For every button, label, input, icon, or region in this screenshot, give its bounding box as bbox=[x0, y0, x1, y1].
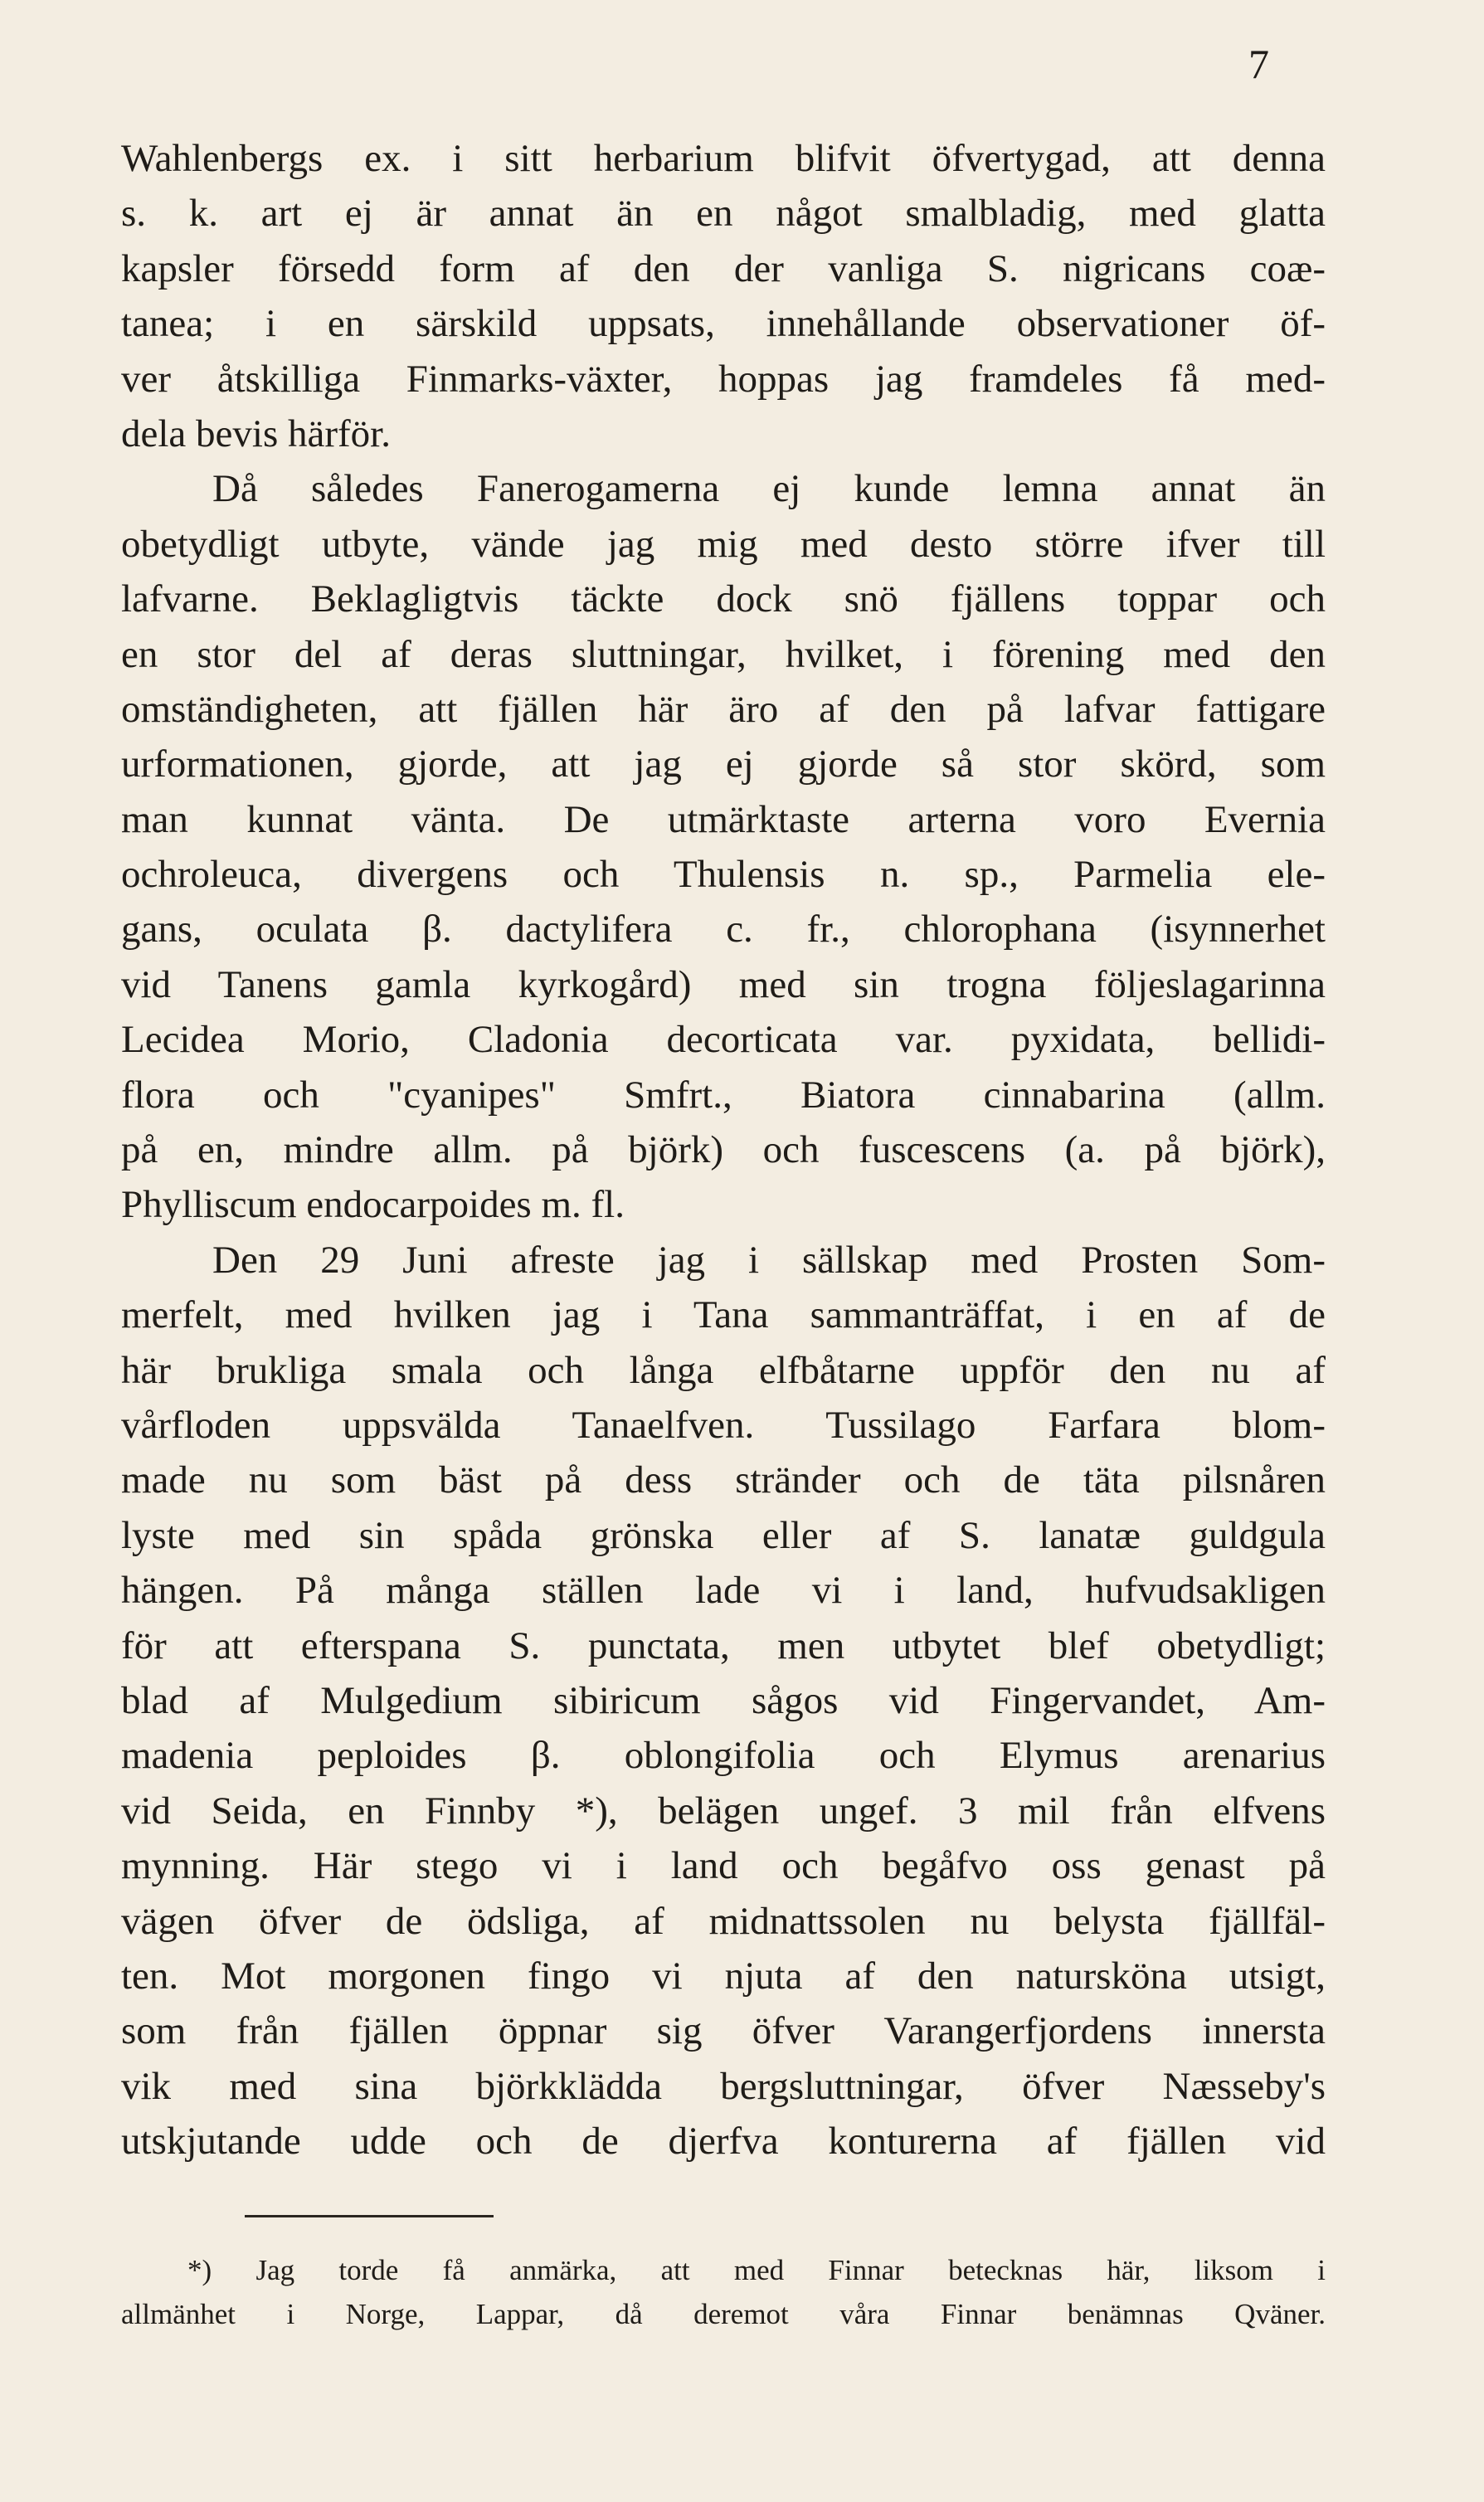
text-line: ochroleuca, divergens och Thulensis n. sp., Parmelia ele- bbox=[121, 853, 1326, 897]
text-line: kapsler försedd form af den der vanliga S. nigricans coæ- bbox=[121, 246, 1326, 290]
text-line: Då således Fanerogamerna ej kunde lemna annat än bbox=[212, 467, 1326, 511]
footnote-line: *) Jag torde få anmärka, att med Finnar betecknas här, liksom i bbox=[187, 2254, 1326, 2286]
text-line: utskjutande udde och de djerfva konturerna af fjällen vid bbox=[121, 2120, 1326, 2164]
text-line: tanea; i en särskild uppsats, innehållande observationer öf- bbox=[121, 302, 1326, 346]
text-line: omständigheten, att fjällen här äro af den på lafvar fattigare bbox=[121, 687, 1326, 731]
text-line: man kunnat vänta. De utmärktaste arterna voro Evernia bbox=[121, 797, 1326, 841]
body-text bbox=[121, 131, 1326, 2169]
text-line: Lecidea Morio, Cladonia decorticata var. pyxidata, bellidi- bbox=[121, 1018, 1326, 1062]
text-line: ten. Mot morgonen fingo vi njuta af den natursköna utsigt, bbox=[121, 1954, 1326, 1998]
text-line: Phylliscum endocarpoides m. fl. bbox=[121, 1183, 625, 1227]
text-line: hängen. På många ställen lade vi i land, hufvudsakligen bbox=[121, 1569, 1326, 1613]
text-line: urformationen, gjorde, att jag ej gjorde så stor skörd, som bbox=[121, 742, 1326, 786]
text-line: Den 29 Juni afreste jag i sällskap med Prosten Som- bbox=[212, 1238, 1326, 1282]
text-line: vik med sina björkklädda bergsluttningar, öfver Næsseby's bbox=[121, 2064, 1326, 2108]
text-line: ver åtskilliga Finmarks-växter, hoppas jag framdeles få med- bbox=[121, 357, 1326, 401]
footnote bbox=[121, 2248, 1326, 2336]
footnote-divider bbox=[245, 2215, 494, 2217]
text-line: Wahlenbergs ex. i sitt herbarium blifvit öfvertygad, att denna bbox=[121, 137, 1326, 180]
footnote-line: allmänhet i Norge, Lappar, då deremot våra Finnar benämnas Qväner. bbox=[121, 2298, 1326, 2330]
text-line: mynning. Här stego vi i land och begåfvo oss genast på bbox=[121, 1844, 1326, 1888]
text-line: vägen öfver de ödsliga, af midnattssolen nu belysta fjällfäl- bbox=[121, 1899, 1326, 1943]
text-line: för att efterspana S. punctata, men utbytet blef obetydligt; bbox=[121, 1623, 1326, 1667]
text-line: blad af Mulgedium sibiricum sågos vid Fingervandet, Am- bbox=[121, 1678, 1326, 1722]
text-line: vid Seida, en Finnby *), belägen ungef. 3 mil från elfvens bbox=[121, 1789, 1326, 1833]
text-line: vårfloden uppsvälda Tanaelfven. Tussilago Farfara blom- bbox=[121, 1403, 1326, 1447]
text-line: en stor del af deras sluttningar, hvilket, i förening med den bbox=[121, 632, 1326, 676]
text-line: s. k. art ej är annat än en något smalbladig, med glatta bbox=[121, 192, 1326, 236]
text-line: lafvarne. Beklagligtvis täckte dock snö fjällens toppar och bbox=[121, 577, 1326, 621]
page-number: 7 bbox=[1248, 41, 1269, 87]
text-line: madenia peploides β. oblongifolia och Elymus arenarius bbox=[121, 1734, 1326, 1778]
text-line: vid Tanens gamla kyrkogård) med sin trogna följeslagarinna bbox=[121, 962, 1326, 1006]
text-line: här brukliga smala och långa elfbåtarne uppför den nu af bbox=[121, 1348, 1326, 1392]
text-line: obetydligt utbyte, vände jag mig med desto större ifver till bbox=[121, 522, 1326, 566]
text-line: dela bevis härför. bbox=[121, 411, 391, 455]
text-line: gans, oculata β. dactylifera c. fr., chlorophana (isynnerhet bbox=[121, 908, 1326, 952]
text-line: flora och "cyanipes" Smfrt., Biatora cinnabarina (allm. bbox=[121, 1073, 1326, 1117]
text-line: på en, mindre allm. på björk) och fuscescens (a. på björk), bbox=[121, 1128, 1326, 1172]
text-line: som från fjällen öppnar sig öfver Varangerfjordens innersta bbox=[121, 2009, 1326, 2053]
text-line: made nu som bäst på dess stränder och de täta pilsnåren bbox=[121, 1458, 1326, 1502]
text-line: lyste med sin spåda grönska eller af S. lanatæ guldgula bbox=[121, 1513, 1326, 1557]
text-line: merfelt, med hvilken jag i Tana sammanträffat, i en af de bbox=[121, 1293, 1326, 1337]
